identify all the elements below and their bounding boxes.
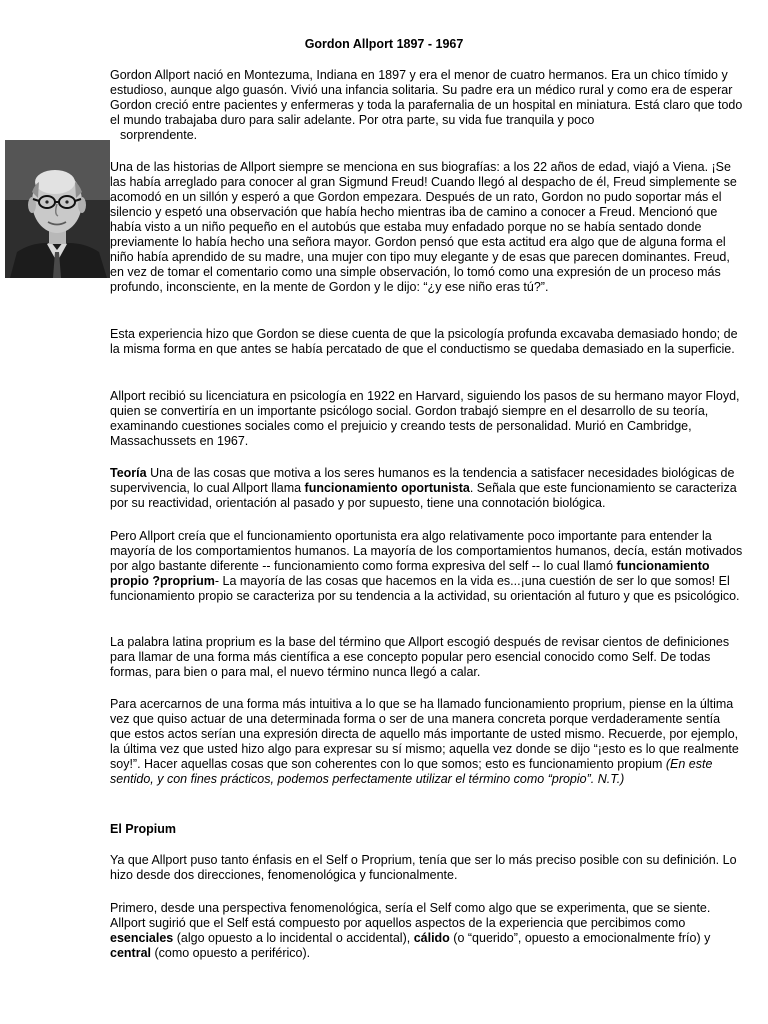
phenom-bold-calido: cálido xyxy=(413,931,450,945)
paragraph-proprium-functioning xyxy=(110,529,744,604)
translator-note: (En este sentido, y con fines prácticos, podemos perfectamente utilizar el término como “propio”. N.T.) xyxy=(110,757,713,786)
proprium-text-1: Pero Allport creía que el funcionamiento oportunista era algo relativamente poco importante para entender la mayoría de los comportamientos humanos. La mayoría de los comportamientos humanos, decía, están motivados por algo bastante diferente -- funcionamiento como forma expresiva del self -- lo cual llamó xyxy=(110,529,743,573)
definition-text: Ya que Allport puso tanto énfasis en el Self o Proprium, tenía que ser lo más preciso posible con su definición. Lo hizo desde dos direcciones, fenomenológica y funcionalmente. xyxy=(110,853,737,882)
paragraph-definition xyxy=(110,853,744,883)
paragraph-experience xyxy=(110,327,744,357)
document-title: Gordon Allport 1897 - 1967 xyxy=(304,37,464,51)
paragraph-bio-intro xyxy=(110,68,744,143)
portrait-photo xyxy=(5,140,110,278)
latin-term-text: La palabra latina proprium es la base del término que Allport escogió después de revisar cientos de definiciones para llamar de una forma más científica a ese concepto popular pero esencial conocido como Self. De todas formas, para bien o para mal, el nuevo término nunca llegó a calar. xyxy=(110,635,730,679)
phenom-bold-central: central xyxy=(110,946,151,960)
paragraph-theory xyxy=(110,466,744,511)
career-text: Allport recibió su licenciatura en psicología en 1922 en Harvard, siguiendo los pasos de su hermano mayor Floyd, quien se convertiría en un importante psicólogo social. Gordon trabajó siempre en el desarrollo de su teoría, examinando cuestiones sociales como el prejuicio y creando tests de personalidad. Murió en Cambridge, Massachussets en 1967. xyxy=(110,389,740,448)
portrait-image xyxy=(5,140,110,278)
paragraph-latin-term xyxy=(110,635,744,680)
phenom-text-2: (algo opuesto a lo incidental o accidental), xyxy=(173,931,414,945)
bio-intro-end: sorprendente. xyxy=(120,128,198,142)
phenom-text-1: Primero, desde una perspectiva fenomenológica, sería el Self como algo que se experimenta, que se siente. Allport sugirió que el Self está compuesto por aquellos aspectos de la experiencia que percibimos como xyxy=(110,901,711,930)
experience-text: Esta experiencia hizo que Gordon se diese cuenta de que la psicología profunda excavaba demasiado hondo; de la misma forma en que antes se había percatado de que el conductismo se quedaba demasiado en la superficie. xyxy=(110,327,738,356)
paragraph-intuition xyxy=(110,697,744,787)
paragraph-phenomenological xyxy=(110,901,744,961)
proprium-text-2: - La mayoría de las cosas que hacemos en la vida es...¡una cuestión de ser lo que somos! El funcionamiento propio se caracteriza por su tendencia a la actividad, su orientación al futuro y que es psicológico. xyxy=(110,574,740,603)
theory-bold-term: funcionamiento oportunista xyxy=(304,481,470,495)
phenom-text-3: (o “querido”, opuesto a emocionalmente frío) y xyxy=(449,931,711,945)
freud-story-text: Una de las historias de Allport siempre se menciona en sus biografías: a los 22 años de edad, viajó a Viena. ¡Se las había arreglado para conocer al gran Sigmund Freud! Cuando llegó al despacho de él, Freud simplemente se acomodó en un sillón y esperó a que Gordon empezara. Después de un rato, Gordon no pudo soportar más el silencio y espetó una observación que había hecho mientras iba de camino a conocer a Freud. Mencionó que había visto a un niño pequeño en el autobús que estaba muy enfadado porque no se había sentado donde previamente lo había hecho una señora mayor. Gordon pensó que esta actitud era algo que de alguna forma el niño había aprendido de su madre, una mujer con tipo muy elegante y de esas que parecen dominantes. Freud, en vez de tomar el comentario como una simple observación, lo tomó como una expresión de un proceso más profundo, inconsciente, en la mente de Gordon y le dijo: “¿y ese niño eras tú?”. xyxy=(110,160,737,294)
proprium-bold-term: funcionamiento propio ?proprium xyxy=(110,559,710,588)
phenom-text-4: (como opuesto a periférico). xyxy=(151,946,311,960)
theory-lead: Teoría xyxy=(110,466,147,480)
theory-text-1: Una de las cosas que motiva a los seres humanos es la tendencia a satisfacer necesidades biológicas de supervivencia, lo cual Allport llama xyxy=(110,466,735,495)
bio-intro-text: Gordon Allport nació en Montezuma, Indiana en 1897 y era el menor de cuatro hermanos. Era un chico tímido y estudioso, aunque algo guasón. Vivió una infancia solitaria. Su padre era un médico rural y como era de esperar Gordon creció entre pacientes y enfermeras y toda la parafernalia de un hospital en miniatura. Está claro que todo el mundo trabajaba duro para salir adelante. Por otra parte, su vida fue tranquila y poco xyxy=(110,68,743,127)
intuition-text: Para acercarnos de una forma más intuitiva a lo que se ha llamado funcionamiento proprium, piense en la última vez que quiso actuar de una determinada forma o ser de una manera concreta porque verdaderamente sentía que estos actos serían una expresión directa de aquello más importante de usted mismo. Recuerde, por ejemplo, la última vez que usted hizo algo para expresar su sí mismo; aquella vez donde se dijo “¡esto es lo que realmente soy!”. Hacer aquellas cosas que son coherentes con lo que somos; esto es funcionamiento propium xyxy=(110,697,739,771)
section-heading-propium: El Propium xyxy=(110,822,176,836)
paragraph-career xyxy=(110,389,744,449)
phenom-bold-esenciales: esenciales xyxy=(110,931,174,945)
paragraph-freud-story xyxy=(110,160,744,295)
theory-text-2: . Señala que este funcionamiento se caracteriza por su reactividad, orientación al pasado y por supuesto, tiene una connotación biológica. xyxy=(110,481,737,510)
